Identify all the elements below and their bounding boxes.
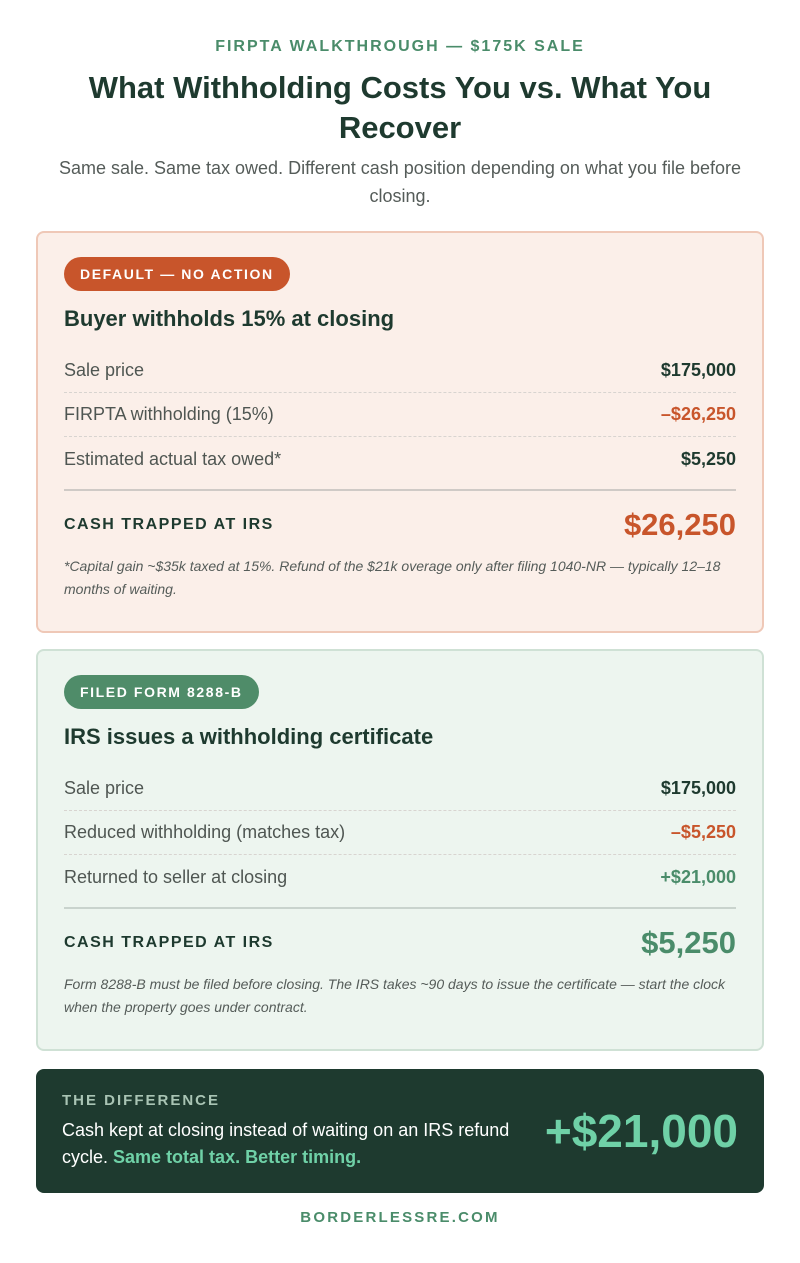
row-label: FIRPTA withholding (15%)	[64, 404, 274, 424]
difference-text: Cash kept at closing instead of waiting on an IRS refund cycle.	[62, 1120, 510, 1167]
header	[0, 0, 800, 210]
default-note: *Capital gain ~$35k taxed at 15%. Refund of the $21k overage only after filing 1040-NR — typically 12–18 months of waiting.	[64, 558, 721, 597]
row-value: –$5,250	[670, 822, 736, 842]
page-title: What Withholding Costs You vs. What You Recover	[88, 70, 712, 145]
row-value: $175,000	[660, 360, 736, 380]
row-value: +$21,000	[660, 866, 736, 887]
difference-text-block	[62, 1091, 512, 1171]
difference-highlight: Same total tax. Better timing.	[113, 1147, 362, 1167]
total-label: CASH TRAPPED AT IRS	[64, 516, 274, 533]
footer-site: BORDERLESSRE.COM	[300, 1209, 500, 1226]
row-firpta-withholding	[64, 393, 736, 437]
row-reduced-withholding	[64, 811, 736, 855]
total-value: $5,250	[641, 925, 736, 960]
filed-note: Form 8288-B must be filed before closing. The IRS takes ~90 days to issue the certificate — start the clock when the property goes under contract.	[64, 976, 726, 1015]
row-label: Reduced withholding (matches tax)	[64, 822, 346, 842]
default-total	[64, 505, 736, 545]
row-value: $5,250	[680, 448, 736, 469]
row-sale-price	[64, 349, 736, 393]
row-label: Returned to seller at closing	[64, 866, 288, 887]
filed-badge: FILED FORM 8288-B	[64, 675, 259, 709]
default-card-title: Buyer withholds 15% at closing	[64, 306, 395, 331]
row-label: Sale price	[64, 360, 145, 380]
divider	[64, 907, 736, 909]
row-value: –$26,250	[660, 404, 736, 424]
difference-banner	[36, 1069, 764, 1193]
row-returned-to-seller	[64, 855, 736, 899]
filed-total	[64, 923, 736, 963]
difference-description	[62, 1117, 512, 1171]
difference-label: THE DIFFERENCE	[62, 1092, 221, 1109]
difference-value: +$21,000	[544, 1105, 738, 1157]
total-label: CASH TRAPPED AT IRS	[64, 934, 274, 951]
filed-card-title: IRS issues a withholding certificate	[64, 724, 434, 749]
default-scenario-card	[36, 231, 764, 633]
row-estimated-tax	[64, 437, 736, 481]
total-value: $26,250	[623, 507, 736, 542]
filed-scenario-card	[36, 649, 764, 1051]
default-rows	[64, 349, 736, 481]
default-badge: DEFAULT — NO ACTION	[64, 257, 290, 291]
row-sale-price	[64, 767, 736, 811]
divider	[64, 489, 736, 491]
eyebrow: FIRPTA WALKTHROUGH — $175K SALE	[215, 38, 585, 55]
page-subtitle: Same sale. Same tax owed. Different cash position depending on what you file before closing.	[58, 158, 742, 206]
row-label: Sale price	[64, 778, 145, 798]
row-value: $175,000	[660, 778, 736, 798]
row-label: Estimated actual tax owed*	[64, 448, 282, 469]
filed-rows	[64, 767, 736, 899]
